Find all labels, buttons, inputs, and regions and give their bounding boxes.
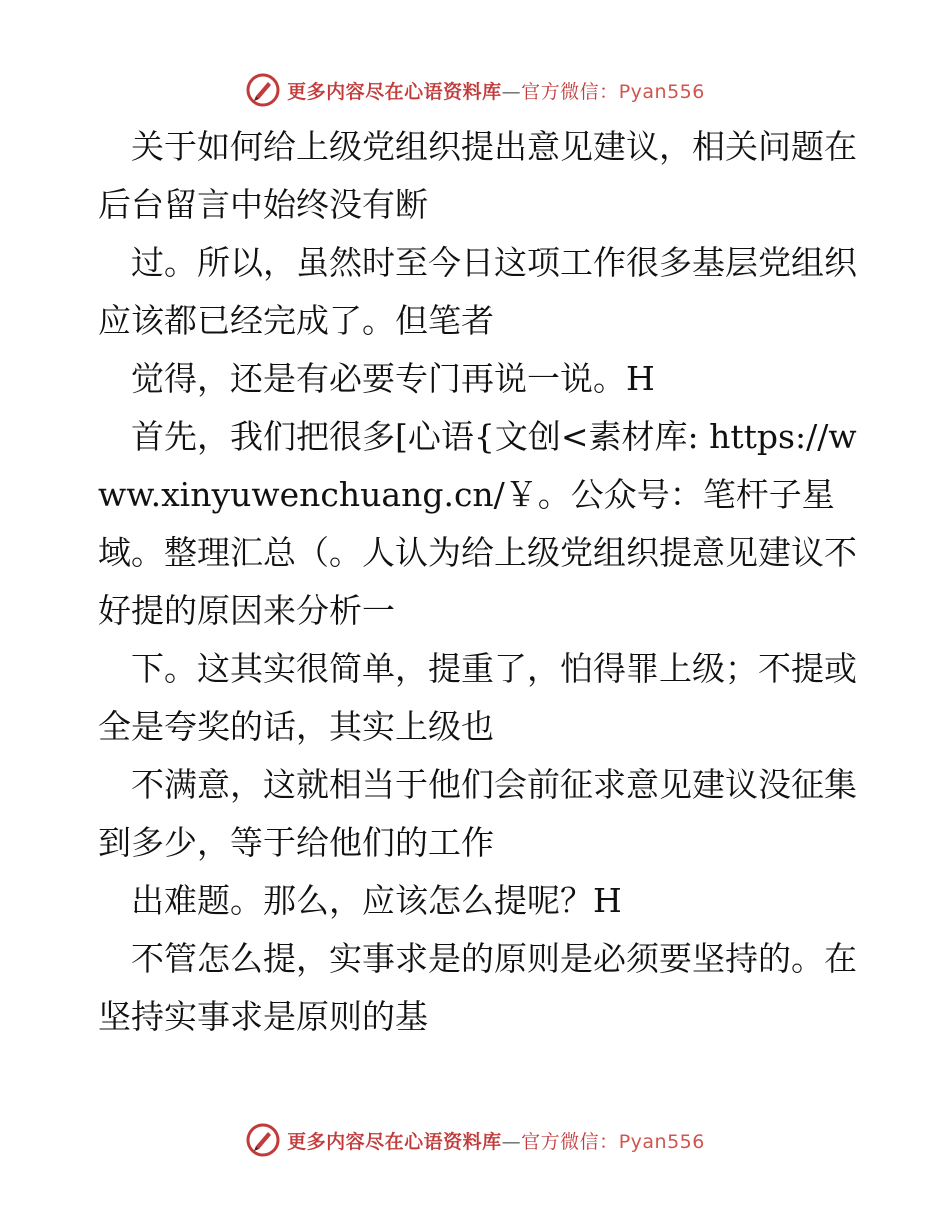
banner-separator: — — [501, 1130, 522, 1153]
paragraph: 下。这其实很简单，提重了，怕得罪上级；不提或全是夸奖的话，其实上级也 — [98, 649, 857, 746]
banner-wechat-label: 官方微信： — [521, 80, 619, 103]
pen-logo-icon — [245, 1122, 281, 1158]
paragraph: 关于如何给上级党组织提出意见建议，相关问题在后台留言中始终没有断 — [98, 127, 857, 224]
footer-banner — [0, 1118, 950, 1162]
banner-text — [287, 1127, 705, 1154]
banner-text — [287, 77, 705, 104]
paragraph: 过。所以，虽然时至今日这项工作很多基层党组织应该都已经完成了。但笔者 — [98, 243, 857, 340]
paragraph: 觉得，还是有必要专门再说一说。H — [98, 359, 655, 398]
banner-separator: — — [501, 80, 522, 103]
banner-wechat-id: Pyan556 — [618, 80, 705, 103]
paragraph: 不管怎么提，实事求是的原则是必须要坚持的。在坚持实事求是原则的基 — [98, 939, 857, 1036]
banner-wechat-label: 官方微信： — [521, 1130, 619, 1153]
paragraph: 出难题。那么，应该怎么提呢？H — [98, 881, 622, 920]
document-body — [98, 118, 858, 1046]
banner-site-name: 更多内容尽在心语资料库 — [287, 1130, 502, 1153]
paragraph: 不满意，这就相当于他们会前征求意见建议没征集到多少，等于给他们的工作 — [98, 765, 857, 862]
banner-site-name: 更多内容尽在心语资料库 — [287, 80, 502, 103]
paragraph: 首先，我们把很多[心语{文创<素材库: https://www.xinyuwenchuang.cn/￥。公众号：笔杆子星域。整理汇总（。人认为给上级党组织提意见建议不好提的原因来分析一 — [98, 417, 857, 630]
banner-wechat-id: Pyan556 — [618, 1130, 705, 1153]
pen-logo-icon — [245, 72, 281, 108]
header-banner — [0, 68, 950, 112]
